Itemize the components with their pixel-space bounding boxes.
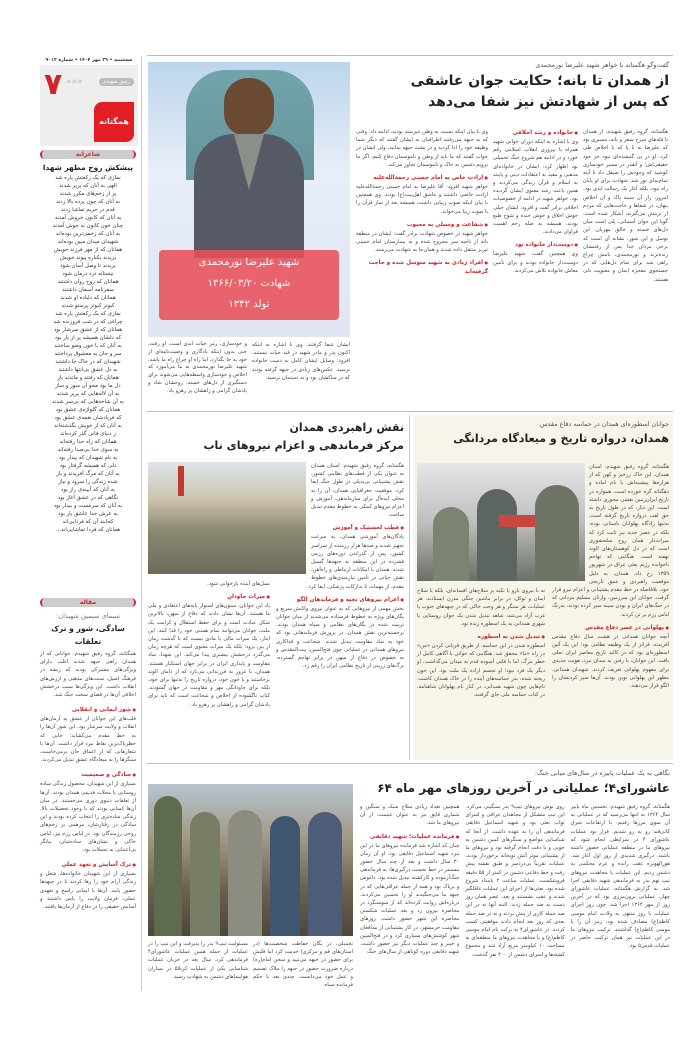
date-line: سه‌شنبه • ۲۹ مهر ۱۴۰۴ • شماره ۹۰۱۳ xyxy=(40,56,138,65)
mid-right-col-a xyxy=(552,463,669,690)
photo-wrap-spacer xyxy=(552,463,589,585)
bottom-kicker: نگاهی به یک عملیات پاییزه در سال‌های میانی جنگ: xyxy=(534,769,670,777)
poem-line: به آنان که آیینه‌ی راز بود xyxy=(61,487,115,493)
poem-line: بریدند تا وصل آسان شود xyxy=(60,263,116,269)
subhead: ● شور ایمانی و انقلابی xyxy=(40,705,136,715)
bottom-right xyxy=(360,768,670,959)
top-kicker: گفت‌وگو هگمتانه با خواهر شهید علیرضا نورمحمدی xyxy=(535,61,669,69)
paragraph: وی با اشاره به اینکه دوران جوانی شهید همراه با پیروزی انقلاب اسلامی رقم خورد و در ادامه هم شروع جنگ تحمیلی بود اظهار کرد: ایشان در خانواده‌ای مذهبی و مقید به اعتقادات دینی و پایبند به اسلام و قرآن زندگی می‌کردند و همین باعث رشد معنوی ایشان گردیده بود. خواهر شهید در ادامه از خصوصیات اخلاقی برادر گفت و افزود: ایشان خیلی خوش اخلاق و خوش خنده و شوخ طبع بودند. همیشه به صله رحم اهمیت فراوان می‌دادند. xyxy=(493,139,578,236)
paragraph: چنان که اشاره شد فرمانده نیروهای ما در این نبرد شهید اسماعیل دقایقی بود. او آن زمان ۳۰ سال داشت و بعد از چند سال حضور مستمر در خط نخست درگیری‌ها، به فرماندهی جنگ‌آزموده و کارکشته تبدیل شده بود. داغوش و برپاک بود و همه از جمله عراقی‌هایی که در جبهه ما می‌جنگیدند او را تحسین می‌کردند. درباره‌اش روایت کرده‌اند که از سوسنگرد در محاصره بیرون زد و بعد عملیات شکستن محاصره این شهر حضور داشت. روزهای مقاومت خرمشهر، در کار پشتیبانی از مدافعان شهر کوشش‌های بسیاری کرد و در فتح‌المبین و خیبر و چند عملیات دیگر نیز حضور داشت. شهید دقایقی دوره کوتاهی از سال‌های جنگ xyxy=(360,842,460,956)
paragraph: هگمتانه، گروه رفیق شهیدم: استان همدان به عنوان یکی از قطب‌های نظامی کشور، نقش پشتیبانی بی‌بدیلی در طول جنگ ایفا کرد. موقعیت جغرافیایی همدان، آن را به محلی ایده‌آل برای سازماندهی، آموزش و اعزام نیروهای کمکی به خطوط مقدم تبدیل ساخت. xyxy=(311,463,404,519)
subhead: ● ارادت خاص به امام خمینی رحمة‌الله‌علیه xyxy=(356,173,488,183)
subhead: ● فرمانده عملیات؛ شهید دقایقی xyxy=(360,832,459,842)
poem-line: نگاهی که در عشق آغاز بود xyxy=(57,495,119,501)
mid-right-col-b xyxy=(417,587,545,699)
poem-line: همانان که فردا تماشایی‌اند... xyxy=(55,527,121,533)
mid-left-col-a xyxy=(276,462,404,670)
top-header xyxy=(409,60,669,113)
poem-line: الهی به آنان که پرپر شدند xyxy=(59,183,117,189)
poem-line: به آنان که کانون خروش آمدند xyxy=(54,215,122,221)
caption-martyrdom: شهادت ۱۳۶۶/۰۳/۲۰ xyxy=(207,278,291,289)
paragraph: همچنین تعداد زیادی سلاح سبک و سنگین و شماری قایق نیز به عنوان غنیمت، از آن نیروهای ما شد. xyxy=(360,804,460,827)
subhead: ● سادگی و صمیمیت xyxy=(40,770,136,780)
poem-line: به نام شهیدان که بیدار بود xyxy=(58,455,118,461)
poem-lines xyxy=(40,174,136,534)
bottom-rule xyxy=(147,763,673,764)
poem-line: به آنان که از خویش بگذشته‌اند xyxy=(54,423,122,429)
poem-title: پیشکش روح مطهر شهدا xyxy=(42,163,134,172)
mid-left-headline xyxy=(150,419,404,455)
mid-rule xyxy=(147,411,673,412)
caption-name: شهید علیرضا نورمحمدی xyxy=(198,257,300,268)
article-title: سادگی، شور و ترک تعلقات xyxy=(51,624,125,646)
top-col-5: و خودسازی، رمز حیات ابدی است. او رفت، حتی بدون اینکه یادگاری و وصیت‌نامه‌ای از خود به جا بگذارد، اما راه او چراغ راه ما باشد. شهید علیرضا نورمحمدی به ما می‌آموزد که اخلاص و خودسازی واسطه‌هایی می‌شوند برای دستگیری از دل‌های خسته. روحشان شاد و یادشان گرامی و راهشان پر رهرو باد. xyxy=(148,341,247,394)
top-col-4: ایشان شفا گرفتند. وی با اشاره به اینکه اکنون پدر و مادر شهید در قید حیات نیستند، افزود: وسایل ایشان کامل به دست خانواده نرسید. عکس‌های زیادی در جبهه گرفته بودند که در ساکشان بود و به دستمان نرسید. xyxy=(252,342,350,381)
poem-line: همانان که دلباده او شدند xyxy=(60,295,116,301)
poem-line: همانان که رفتند و ماندند باز xyxy=(57,375,119,381)
bottom-col-1: هگمتانه، گروه رفیق شهیدم: نخستین ماه پاییز سال ۱۳۶۴ به انتها می‌رسید که در عملیاتی به آن سوی مرزها رفتیم. با ارتفاعات شرق کانی‌قند رو به رو شدیم. قرار بود عملیات عاشورای ۴ در شرایطی انجام شود که نیروهای ما در منطقه عملیاتی حضور داشته باشند. درگیری شدیدی از روز اول آغاز شد. هورالهویزه عقب رانده و عزم محکمی به دشمن زدیم. این عملیات با مجاهدت نیروهای تیپ نهم بدر به فرماندهی شهید دقایقی اجرا شد. به گزارش هگمتانه، عملیات عاشورای چهار، عملیاتی برون‌مرزی بود که در آخرین روز از مهر ۱۳۶۴ اجرا شد. چون روز اجرای عملیات با روز منتهی به ولادت امام موسی کاظم(ع) مصادف شده بود، رمز آن را یا موسی کاظم(ع) گذاشتند. ترکیب نیروهای ما در این عملیات نیز همان ترکیب حاضر در عملیات قدس۵ بود. xyxy=(570,804,670,950)
paragraph: بسیاری از این شهیدان خانواده‌ها، شغل و زندگی آرام خود را رها کردند تا در جبهه‌ها حضور یابند. آن‌ها با ایمانی راسخ و تعهدی عملی، فرمان ولایت را پاس داشتند و آسایش حقیقی را در دفاع از آرمان‌ها یافتند. xyxy=(40,871,136,911)
poem-line: به آنان که چون پرده بالا زدند xyxy=(55,199,121,205)
paragraph: نسل‌های آینده بازخوانی شود. xyxy=(207,581,270,587)
article-sections xyxy=(40,705,136,911)
bottom-columns xyxy=(360,803,670,959)
soldiers-photo-2 xyxy=(148,784,353,936)
bottom-headline: عاشورای۴؛ عملیاتی در آخرین روزهای مهر ماه ۶۴ xyxy=(377,781,670,795)
subhead: ● ترک آسایش و تعهد عملی xyxy=(40,860,136,870)
poem-line: به آن لاله‌هایی که پرپر شدند xyxy=(56,391,120,397)
poem-line: قدم در حریم تماشا زدند xyxy=(61,207,115,213)
poem-line: چنان خون کانون به جوش آمدند xyxy=(52,223,124,229)
paragraph: نه با نیروی بازو یا تکیه بر سلاح‌های افسانه‌ای، بلکه با سلاح ایمان و توکل، در برابر ماشین جنگی مدرن ایستادند. هر عملیات، هر سنگر و هر وجب خاکی که در جبهه‌های جنوب یا غرب آزاد می‌شد، شاهد تبدیل شدن یک جوان روستایی یا شهری همدانی به یک اسطوره زنده بود. xyxy=(417,588,545,627)
subhead: ● تبدیل شدن به اسطوره xyxy=(417,632,545,642)
bottom-col-4: تحمیلی، در یگان حفاظت شخصیت‌ها (در استان‌های قم و مرکزی) خدمت کرد اما قلبش برای حضور در جبهه می‌تپید و سخن امام(ره) درباره ضرورت حضور در جبهه را ملاک تصمیم و عمل خود می‌دانست. چندی بعد با حکم فرمانده سپاه. xyxy=(253,941,353,989)
top-col-3 xyxy=(356,128,488,277)
poem-line: به عرش خدا عاشق یار بود xyxy=(58,511,118,517)
bottom-col-3 xyxy=(360,803,459,959)
poem-line: همانان که روح روان داشتند xyxy=(57,279,119,285)
paragraph: پادگان‌های آموزشی همدان، به سرعت تجهیز شدند و صدها هزار رزمنده از سراسر کشور، پس از گذراندن دوره‌های رزمی فشرده در این منطقه به جبهه‌ها گسیل شدند. همدان با امکانات ارتباطی و راه‌آهن، نقش حیاتی در تأمین نیازمندی‌های خطوط مقدم، از مهمات تا تدارکات پزشکی، ایفا کرد. xyxy=(306,534,404,590)
sidebar-divider xyxy=(141,56,142,991)
poem-line: به آنان که زخمی‌ترین بوده‌اند xyxy=(55,231,121,237)
poem-label: شاعرانه xyxy=(40,150,136,159)
poem-line: پر از زخم‌های مکرر شدند xyxy=(59,191,117,197)
mid-divider xyxy=(409,415,410,760)
headline-line-1: از همدان تا بانه؛ حکایت جوان عاشقی xyxy=(410,73,669,89)
paragraph: خواهر شهید افزود: آقا علیرضا به امام خمینی رحمة‌الله‌علیه ارادت خاصی داشتند و عاشق اهل‌بیت(ع) بودند. وی همچنین با بیان اینکه صوت زیبایی داشت، همیشه بعد از نماز قرآن را با صوت زیبا می‌خواند. xyxy=(356,184,488,215)
poem-line: سر و جان به معشوق پرداختند xyxy=(54,351,122,357)
paragraph: هگمتانه، گروه رفیق شهیدم: استان همدان، این خاک زرخیز و کهن که از هزاره‌ها پیشینه‌اش با نام اماده و دهگتانه گره خورده است، همواره در تاریخ ایران‌زمین نقشی محوری داشته است. این دیار، که در طول تاریخ به حق لقب دروازه تاریخ گرفته است، نه‌تنها زادگاه پهلوانان باستانی بوده، بلکه در عصر جدید نیز ثابت کرد که میراث‌دار همان روح سلحشوری است که در دل کوهستان‌های الوند نهفته است. هنگامی که تهاجم ناخوانده رژیم بعثی عراق در شهریور ۱۳۵۹ رخ داد، همدان، به دلیل موقعیت راهبردی و عمق تاریخی خود، بلافاصله در خط مقدم پشتیبانی و اعزام نیرو قرار گرفت. جوانان این سرزمین، وارثان مسلیم مردانی که در جنگ‌های ایران و بودن سینه سپر کرده بودند، به‌رنگ لباس رزم بر تن کردند. xyxy=(552,464,669,618)
mid-left-col-b xyxy=(148,580,270,709)
logo-text: همگتانه xyxy=(99,117,129,126)
poem-line: کبوتر کبوتر پرستو شدند xyxy=(61,303,115,309)
paragraph: یاد این جوانان، ستون‌های استوار پایه‌های اعتقادی و ملی ما هستند. آن‌ها نشان دادند که دفاع از میهن، بالاترین شکل عبادت است و برای حفظ استقلال و کرامت یک ملت، جوانان می‌توانند تمام هستی خود را فدا کنند. این ایثار، یک میراث مالی یا مادی نیست که با گذشت زمان از بین برود؛ بلکه یک میراث معنوی است که هرچه زمان می‌گذرد درخشش بیشتری پیدا می‌کند. این شهدا، نماد مقاومت و پایداری ایران در برابر جهان استکبار هستند. همدان، با غرور به فرزندانی می‌نازد که از دامان الوند برخاستند و با خون خود، دروازه تاریخ را نه‌تنها برای خود، بلکه برای جاودانگی مهر و مقاومت در جهان گشودند. کتاب ناگشوده از اخلاص و شجاعت است که باید برای یادشان گرامی و راهشان پر رهرو باد. xyxy=(148,603,270,708)
poem-line: ز دنیای فانی گذر کرده‌اند xyxy=(60,431,116,437)
mid-right-kicker: جوانان اسطوره‌ای همدان در حماسه دفاع مقدس xyxy=(539,420,669,428)
poem-line: به آنان که سرمست و بیدار بود xyxy=(53,503,123,509)
portrait-shape xyxy=(194,78,304,258)
poem-line: دلی که همیشه گرفتار بود xyxy=(59,463,117,469)
poem-line: به دل عشق بی‌انتها داشتند xyxy=(58,367,118,373)
top-rule xyxy=(147,55,673,56)
paragraph: قلب‌های این جوانان از عشق به آرمان‌های انقلاب و ولایت سرشار بود. این شور آن‌ها را به خط مقدم می‌کشاند؛ جایی که خطرناک‌ترین نقاط نبرد قرار داشت. آن‌ها با شعارهایی که از اعماق جان برمی‌خاست، سنگرها را به میعادگاه عشق تبدیل می‌کردند. xyxy=(40,716,136,764)
poem-line: دل ما بود محو آن سوز و ساز xyxy=(55,383,121,389)
martyr-photo xyxy=(148,62,350,337)
article-intro: همگتانه، گروه رفیق شهیدم: جوانانی که از همدان راهی جبهه شدند اغلب دارای ویژگی‌های مشترکی بودند که ریشه در فرهنگ اصیل، سنت‌های مذهبی و ارزش‌های انقلاب داشت. این ویژگی‌ها سبب درخشش اخلاقی آن‌ها در فضای سخت جنگ شد. xyxy=(40,651,136,699)
article-kicker: سیمای سیمین شهیدان: xyxy=(56,612,120,620)
poem-section xyxy=(40,150,136,534)
poem-line: که دلشان همیشه پر از یار بود xyxy=(54,335,122,341)
poem-line: کجایند آن که فردایی‌اند xyxy=(62,519,114,525)
poem-line: بریدند یکباره پیوند خویش xyxy=(59,255,117,261)
poem-line: سفرنامه آسمان داشتند xyxy=(62,287,114,293)
paragraph: خواهر شهید در خصوص شهادت برادر گفت: ایشان در منطقه بانه از ناحیه سر مجروح شده و به بیمارستان امام خمینی تبریز منتقل داده شدند و همان‌جا به شهادت می‌رسند. xyxy=(356,230,488,254)
subhead: ● شفاعت و وسیلی به محبوب xyxy=(356,220,488,230)
paragraph: وی همچنین گفت: شهید علیرضا دوست‌دار خانواده بودند و برای تأمین معاش خانواده تلاش می‌کردند. xyxy=(493,251,578,274)
page-number: ۷ xyxy=(44,67,63,102)
subhead: ● میراث جاودان xyxy=(148,592,270,602)
poem-line: همانان که از مهر فرزند خویش xyxy=(53,247,123,253)
poem-line: به سوی خدا بی‌صدا رفته‌اند xyxy=(57,447,119,453)
subhead: ● پهلوانی در عصر دفاع مقدس xyxy=(552,623,669,633)
poem-line: نمازی که یک رکعتش پاره شد xyxy=(55,311,121,317)
caption-birth: تولد ۱۳۴۲ xyxy=(228,299,270,310)
bottom-col-2: روی نوش نیروهای تیپ۹ بدر سنگینی می‌کرد. این تیپ متشکل از مجاهدان عراقی و اسرای تواب بعثی بود و شهید اسماعیل دقایقی فرماندهی آن را به عهده داشت. از آنجا که شناسایی مواضع و سنگرهای کمین دشمن به خوبی و با دقت انجام گرفته بود و نیروهای ما از پشتیبانی موثر آتش توپخانه برخوردار بودند، عملیات تقریباً بی‌دردسر و طبق نقشه پیش رفت و خط دفاعی دشمن در کمتر از ۵۵ دقیقه فروشکست. عملیات ساعت ۲ بامداد شروع شده بود. بعثی‌ها از اجرای این عملیات غافلگیر شدند و عقب نشستند و بعد، عصر همان روز دست به ضد حمله زدند. البته آنها نه در این ضد حمله کاری از پیش بردند و نه در ضد حمله بعدی که روز بعد انجام دادند موفقیتی کسب کردند. در عاشورای۴ به برکت نام امام موسی کاظم(ع) و با مجاهدت نیروهای ما منطقه‌ای به مساحت ۱۰ کیلومتر مربع آزاد شد و مجموع کشته‌ها و اسرای دشمن از ۴۰۰ نفر گذشت. xyxy=(465,804,565,958)
poem-line: همانان که راه خدا رفته‌اند xyxy=(59,439,117,445)
poem-line: که فریادشان نغمه‌ی عشق بود xyxy=(54,415,122,421)
top-col-1: هگمتانه، گروه رفیق شهیدم: از همدان تا قله‌های سرخ سفر و بانه، مسیری بود که علیرضا نه با پا که با اخلاص طی کرد. او در پی گمشده‌ای نبود جز خود حقیقی‌اش؛ و آنقدر در مسیر خودسازی کوشید که وجودش را صیقل داد تا آینه تمام‌نمای نور شد. شهادت برای او پایان راه نبود، بلکه آغاز یک رسالت ابدی بود. امروز، راز آن سینه پاک و آن اخلاص پنهان، در شفاها و حاجت‌هایی که مردم از تربتش می‌گیرند، آشکار شده است. گویا این جوان آسمانی، پلی است میان دل‌های خسته و خالق مهربان. این توسل و این شور، نشانه آن است که برخی مردان خدا پس از رفتنشان زنده‌ترند و نورمحمدی، نامش چراغ راهی شد برای تمام دل‌هایی که در جستجوی معجزه ایمان و معنویت دلی هستند. xyxy=(583,129,668,283)
poem-line: همانان که گلواژه‌ی عشق بود xyxy=(55,407,121,413)
paragraph: وی با بیان اینکه نسبت به وطن غیرتمند بودند، ادامه داد: وقتی که به جبهه می‌رفتند اطرافیان به ایشان گفتند که دیگر شما وظیفه خود را ادا کردید و در پشت جبهه بمانید، ولی ایشان در جواب گفتند که ما باید از وطن و ناموسمان دفاع کنیم. اگر ما برویم دشمن به خاک و ناموسمان تجاوز می‌کند. xyxy=(356,129,488,168)
poem-line: شهیدان که در خاک جا داشتند xyxy=(55,359,121,365)
poem-line: شهیدان میدان مبین بوده‌اند xyxy=(57,239,119,245)
top-headline xyxy=(409,71,669,113)
poem-line: به آن شاخه‌هایی که بی‌سر شدند xyxy=(52,399,124,405)
subhead: ● اعزام نیروهای نخبه و فرماندهان الگو xyxy=(276,595,404,605)
paragraph: بخش مهمی از نیروهایی که به عنوان نیروی واکنش سریع و یگان‌های ویژه به خطوط فرستاده می‌شدند از میان جوانان تربیت شده در یگان‌های نظامی و سپاه همدان بودند. برجسته‌ترین نقش همدان، در پرورش فرماندهانی بود که خود به نماد مقاومت تبدیل شدند. شجاعت و فداکاری نیروهای همدانی در عملیاتی چون فتح‌المبین، بیت‌المقدس و به خصوص در دفاع از میهن در برابر تهاجم گسترده، برگ‌های زرینی از تاریخ نظامی ایران را رقم زد. xyxy=(276,605,404,670)
paragraph: آنچه جوانان همدانی در هشت سال دفاع مقدس آفریدند، فراتر از یک وظیفه نظامی بود؛ این یک آئین اسطوره‌ای بود که در کالبد تاریخ معاصر ایران تجلی یافت. این جوانان، با رفتن به میدان نبرد، هویت جدیدی برای مفهوم پهلوانی تعریف کردند. شهیدان همدانی، مظهر این پهلوانی نوین بودند. آن‌ها سپر کردنشان را الگو قرار می‌دهند. xyxy=(552,633,669,690)
top-col-2 xyxy=(493,128,578,275)
sidebar-article xyxy=(40,598,136,911)
poem-line: نیستانه درد درمان شود xyxy=(62,271,114,277)
article-label: مقاله xyxy=(40,598,136,607)
mid-right-headline: همدان، دروازه تاریخ و میعادگاه مردانگی xyxy=(453,432,669,445)
headline-line-2: مرکز فرماندهی و اعزام نیروهای ناب xyxy=(203,439,404,452)
mid-right-header xyxy=(416,419,669,447)
photo-wrap-spacer xyxy=(276,462,311,578)
paragraph: بسیاری از این شهیدان، محصول زندگی ساده روستایی یا محلات قدیمی همدان بودند. آن‌ها از تعلقات دنیوی دوری می‌جستند. در میان آن‌ها کسانی بودند که با وجود تحصیلات بالا، زندگی ساده‌تری را انتخاب کرده بودند و این سادگی در رفتارشان، مرهمی بر زخم‌های روحی رزمندگان بود. در لباس رزم نیز، لباس خاکی و نشان‌های ساده‌شان، بیانگر بی‌اعتنایی به تجملات بود. xyxy=(40,781,136,854)
headline-line-2: که پس از شهادتش نیز شفا می‌دهد xyxy=(428,94,669,110)
poem-line: نمازی که یک رکعتش پاره شد xyxy=(55,175,121,181)
subhead: ● قطب لجستیک و آموزش xyxy=(276,523,404,533)
subhead: ● افراد زیادی به شهید متوسل شده و حاجت گرفته‌اند xyxy=(356,258,488,277)
subhead: ● خانواده و رشد اخلاقی xyxy=(493,128,578,138)
section-label: رفیق شهیدم xyxy=(99,78,134,86)
headline-line-1: نقش راهبردی همدان xyxy=(289,421,404,434)
poem-line: شده زندگی را سرود و نیاز xyxy=(58,479,118,485)
poem-line: چراغی که در شب فروزنده شد xyxy=(53,319,123,325)
poem-line: به آنان که با خون وضو ساختند xyxy=(54,343,122,349)
subhead: ● دوست‌دار خانواده بود xyxy=(493,240,578,250)
poem-line: همانان که از عشق سرشار بود xyxy=(53,327,123,333)
chevrons-icon: ««« xyxy=(66,77,83,87)
logo xyxy=(94,102,134,142)
poem-line: به آنان که مرگ آفریدند و باز xyxy=(56,471,120,477)
photo-caption xyxy=(159,250,339,320)
paragraph: اسطوره شدن در این حماسه، از طریق قربانی کردن «من» در راه «ما» محقق شد. هنگامی که جوانی با آگاهی کامل از خطر مرگ، اما با قلبی آسوده قدم به میدان می‌گذاشت، او دیگر یک فرد نبود؛ او تجسم اراده یک ملت بود. این خون ریخته شده، بذر حماسه‌های آینده را در خاک همدان کاشت. نام‌هایی چون شهید همدانی، در کنار نام پهلوانان شاهنامه، در کتاب حماسه ملی جای گرفتند. xyxy=(417,643,545,699)
bottom-col-5: مسئولیت تیپ۹ بدر را پذیرفت و این تیپ را در عملیات از جمله همین عملیات عاشورای۴ فرماندهی کرد. سال بعد در جریان عملیات شناسایی یکی از عملیات کربلا۵ در بمباران هواپیماهای دشمن به شهادت رسید. xyxy=(148,941,248,980)
masthead xyxy=(40,56,138,146)
